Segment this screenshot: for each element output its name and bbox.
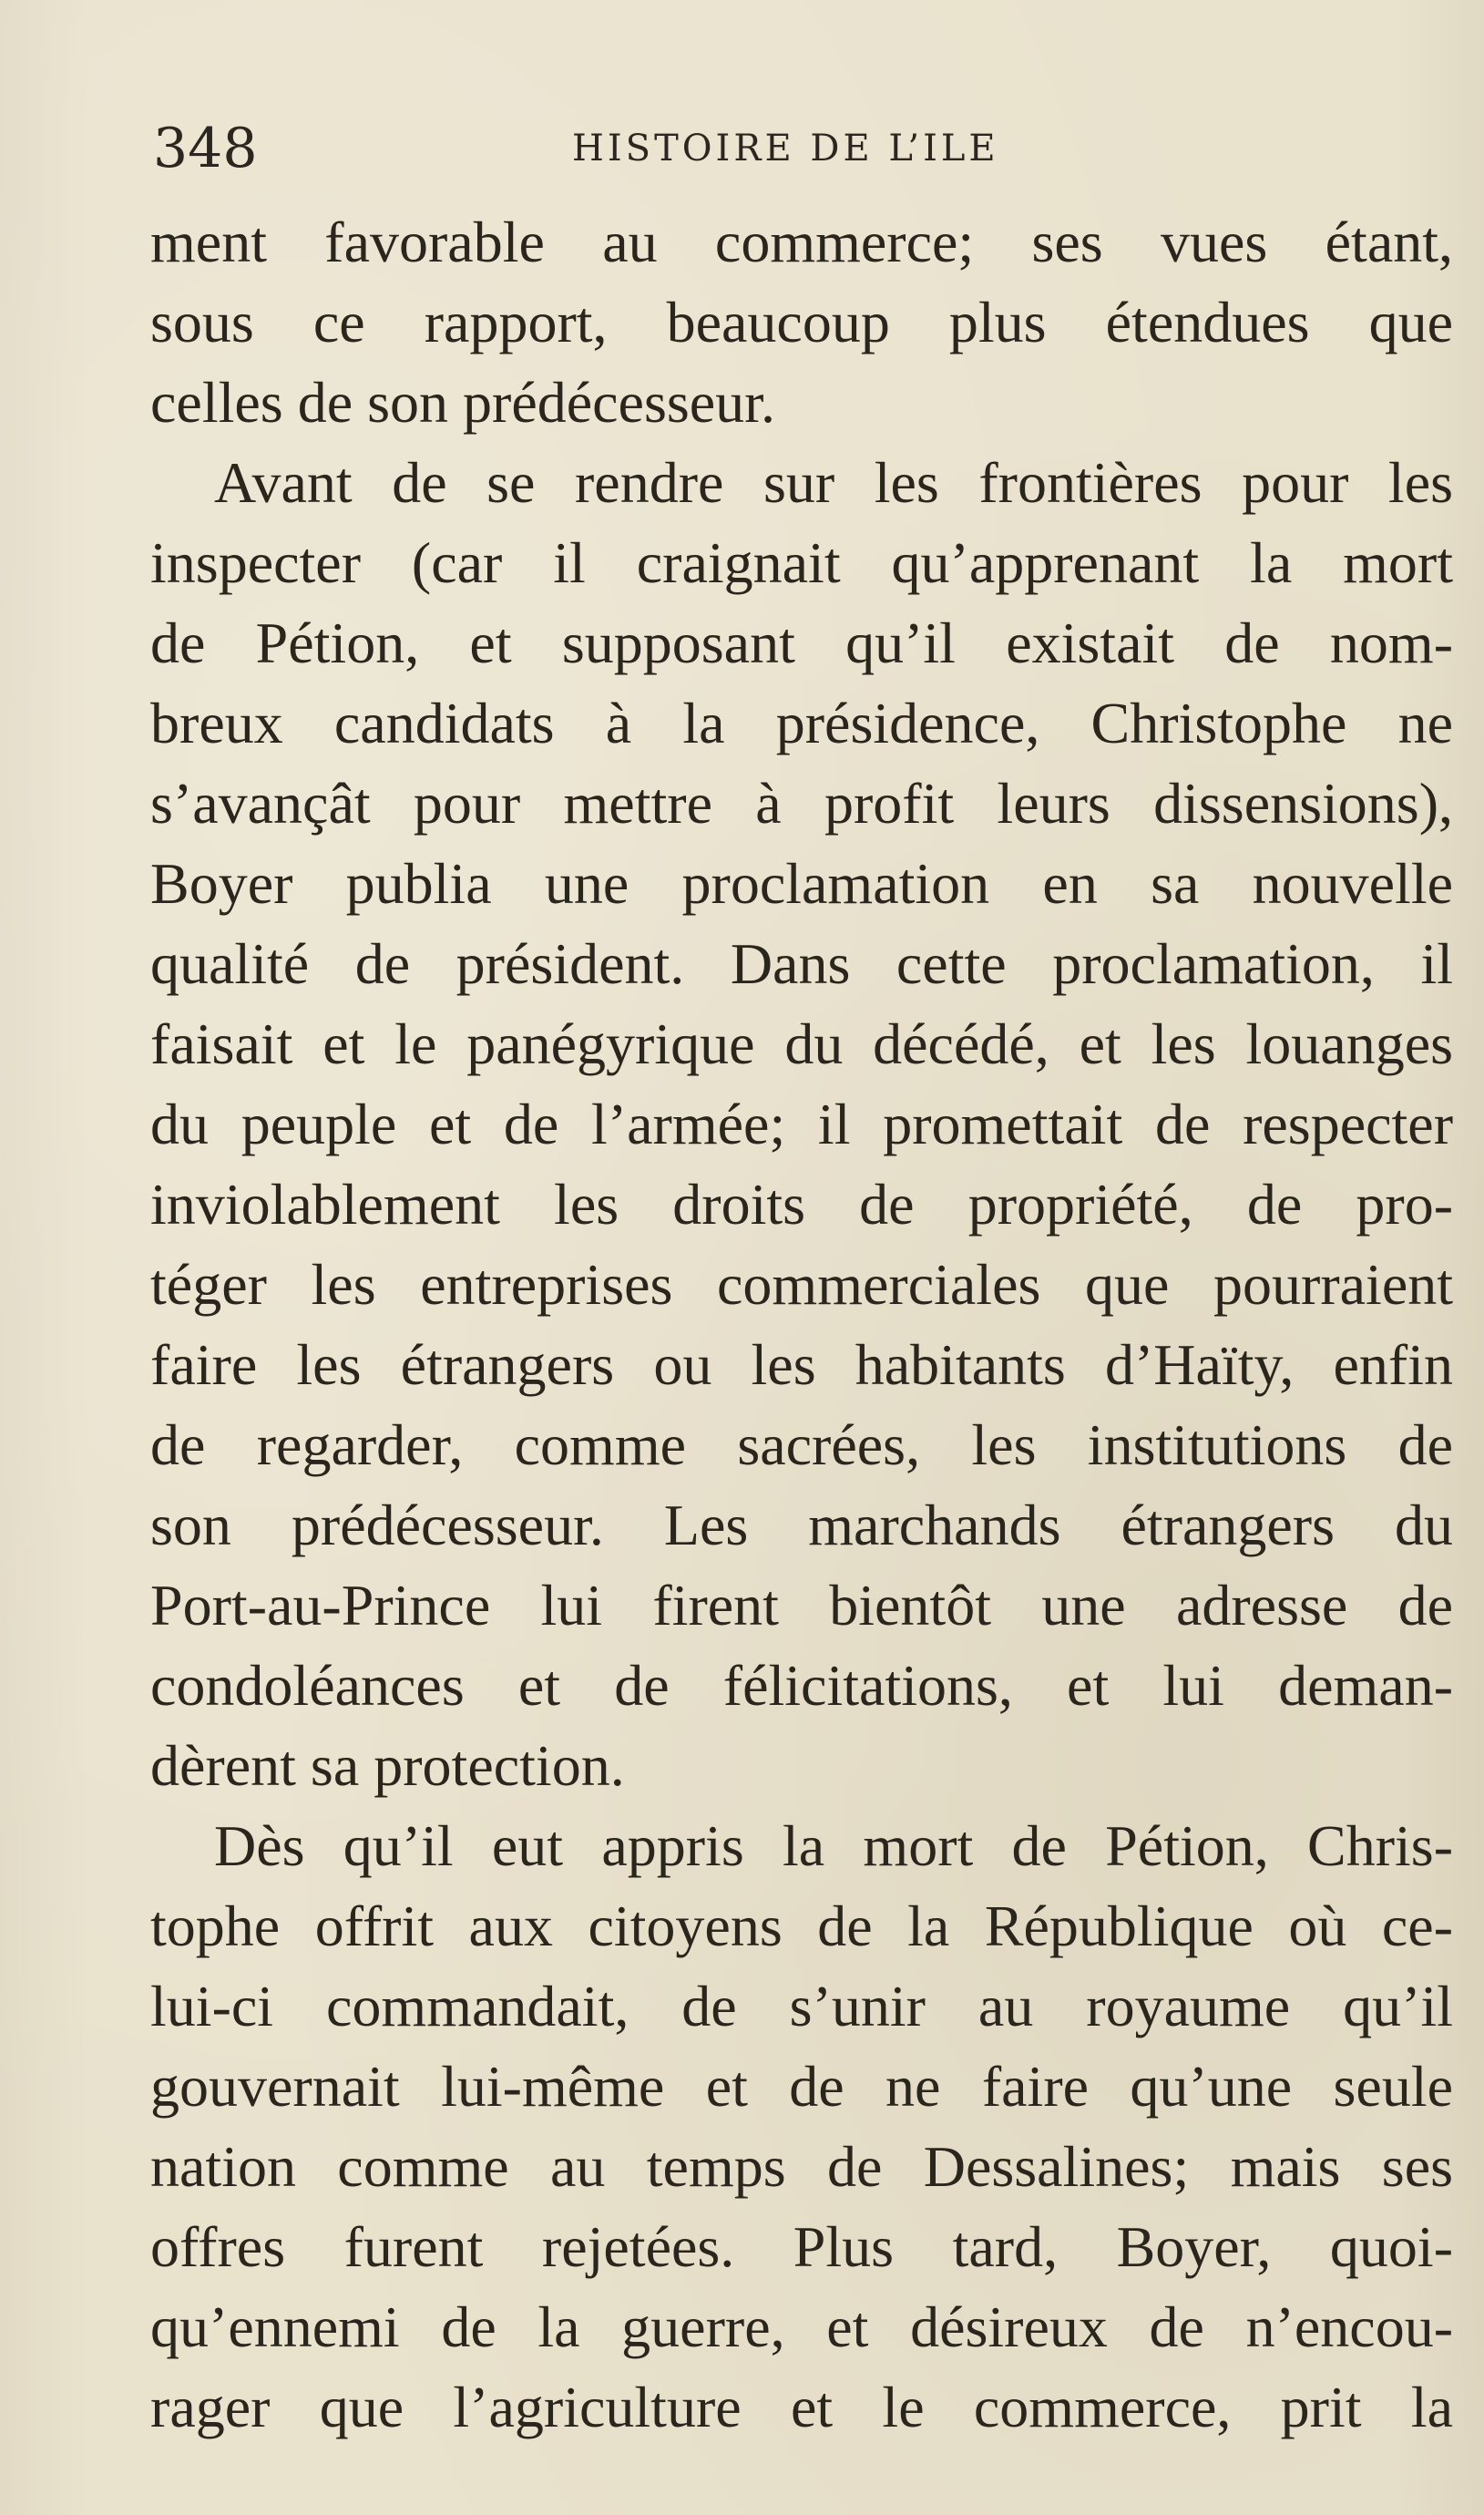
text-line: ment favorable au commerce; ses vues étant, (150, 210, 1453, 274)
text-line: dèrent sa protection. (150, 1733, 625, 1798)
text-line: téger les entreprises commerciales que pourraient (150, 1252, 1453, 1317)
text-line: tophe offrit aux citoyens de la République où ce- (150, 1894, 1453, 1958)
text-line: qu’ennemi de la guerre, et désireux de n’encou- (150, 2294, 1453, 2359)
paragraph-2 (150, 443, 1453, 1806)
text-line: gouvernait lui-même et de ne faire qu’une seule (150, 2054, 1453, 2119)
text-line: du peuple et de l’armée; il promettait de respecter (150, 1092, 1453, 1156)
text-line: faire les étrangers ou les habitants d’Haïty, enfin (150, 1332, 1453, 1397)
text-line: Avant de se rendre sur les frontières pour les (214, 450, 1453, 515)
text-line: offres furent rejetées. Plus tard, Boyer, quoi- (150, 2214, 1453, 2279)
page-number: 348 (153, 117, 258, 180)
text-line: s’avançât pour mettre à profit leurs dissensions), (150, 771, 1453, 836)
text-line: rager que l’agriculture et le commerce, prit la (150, 2375, 1453, 2439)
page-header (153, 108, 1454, 190)
text-line: inspecter (car il craignait qu’apprenant la mort (150, 530, 1453, 595)
text-line: Boyer publia une proclamation en sa nouvelle (150, 851, 1453, 916)
text-line: sous ce rapport, beaucoup plus étendues que (150, 290, 1453, 354)
text-line: de Pétion, et supposant qu’il existait de nom- (150, 611, 1453, 675)
text-line: Dès qu’il eut appris la mort de Pétion, Chris- (214, 1813, 1453, 1878)
body-text (150, 202, 1453, 2448)
text-line: condoléances et de félicitations, et lui deman- (150, 1653, 1453, 1718)
text-line: Port-au-Prince lui firent bientôt une adresse de (150, 1573, 1453, 1637)
text-line: faisait et le panégyrique du décédé, et les louanges (150, 1011, 1453, 1076)
text-line: de regarder, comme sacrées, les institutions de (150, 1412, 1453, 1477)
text-line: nation comme au temps de Dessalines; mais ses (150, 2134, 1453, 2199)
running-head: HISTOIRE DE L’ILE (572, 128, 999, 169)
paragraph-1 (150, 202, 1453, 443)
text-line: lui-ci commandait, de s’unir au royaume qu’il (150, 1974, 1453, 2038)
text-line: son prédécesseur. Les marchands étrangers du (150, 1493, 1453, 1557)
text-line: breux candidats à la présidence, Christophe ne (150, 691, 1453, 755)
paragraph-3 (150, 1806, 1453, 2448)
text-line: inviolablement les droits de propriété, de pro- (150, 1172, 1453, 1237)
text-line: qualité de président. Dans cette proclamation, il (150, 931, 1453, 996)
text-line: celles de son prédécesseur. (150, 370, 775, 435)
